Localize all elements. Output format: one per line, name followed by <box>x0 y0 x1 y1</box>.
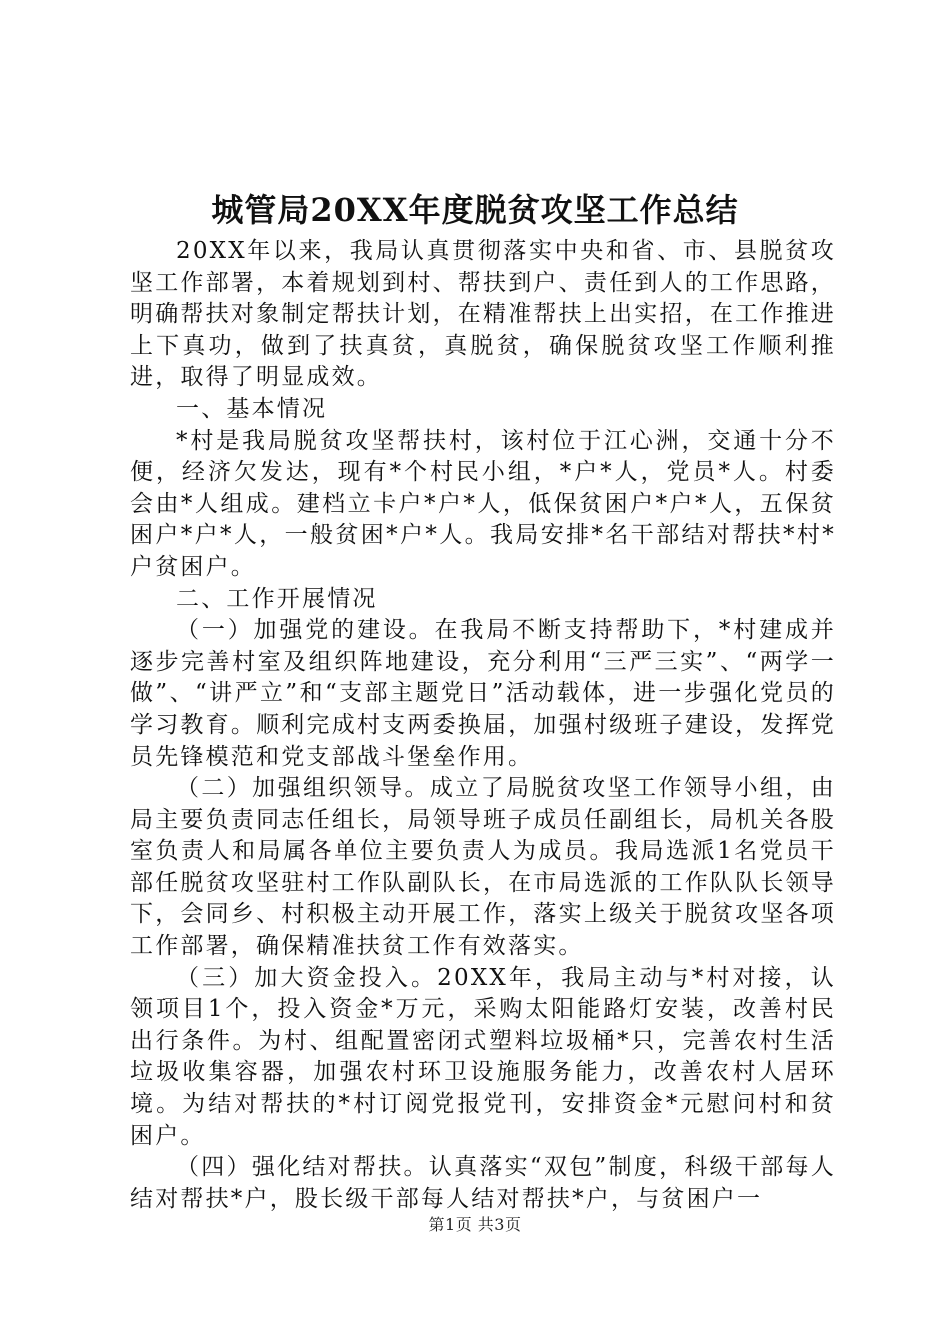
work-item-funding-investment: （三）加大资金投入。20XX年，我局主动与*村对接，认领项目1个，投入资金*万元，采购太阳能路灯安装，改善村民出行条件。为村、组配置密闭式塑料垃圾桶*只，完善农村生活垃圾收集容器，加强农村环卫设施服务能力，改善农村人居环境。为结对帮扶的*村订阅党报党刊，安排资金*元慰问村和贫困户。 <box>130 964 836 1149</box>
page-number-footer: 第1页 共3页 <box>428 1215 522 1234</box>
section-heading-work-progress: 二、工作开展情况 <box>176 585 378 612</box>
work-item-paired-assistance: （四）强化结对帮扶。认真落实“双包”制度，科级干部每人结对帮扶*户，股长级干部每人结对帮扶*户，与贫困户一 <box>130 1154 836 1212</box>
basic-situation-paragraph: *村是我局脱贫攻坚帮扶村，该村位于江心洲，交通十分不便，经济欠发达，现有*个村民小组，*户*人，党员*人。村委会由*人组成。建档立卡户*户*人，低保贫困户*户*人，五保贫困户*户*人，一般贫困*户*人。我局安排*名干部结对帮扶*村*户贫困户。 <box>130 427 836 580</box>
document-title: 城管局20XX年度脱贫攻坚工作总结 <box>211 191 739 229</box>
intro-paragraph: 20XX年以来，我局认真贯彻落实中央和省、市、县脱贫攻坚工作部署，本着规划到村、帮扶到户、责任到人的工作思路，明确帮扶对象制定帮扶计划，在精准帮扶上出实招，在工作推进上下真功，做到了扶真贫，真脱贫，确保脱贫攻坚工作顺利推进，取得了明显成效。 <box>130 238 836 391</box>
work-item-party-building: （一）加强党的建设。在我局不断支持帮助下，*村建成并逐步完善村室及组织阵地建设，充分利用“三严三实”、“两学一做”、“讲严立”和“支部主题党日”活动载体，进一步强化党员的学习教育。顺利完成村支两委换届，加强村级班子建设，发挥党员先锋模范和党支部战斗堡垒作用。 <box>130 617 836 770</box>
section-heading-basic-situation: 一、基本情况 <box>176 395 328 422</box>
work-item-organization-leadership: （二）加强组织领导。成立了局脱贫攻坚工作领导小组，由局主要负责同志任组长，局领导班子成员任副组长，局机关各股室负责人和局属各单位主要负责人为成员。我局选派1名党员干部任脱贫攻坚驻村工作队副队长，在市局选派的工作队队长领导下，会同乡、村积极主动开展工作，落实上级关于脱贫攻坚各项工作部署，确保精准扶贫工作有效落实。 <box>130 775 836 960</box>
document-body <box>130 236 836 1215</box>
